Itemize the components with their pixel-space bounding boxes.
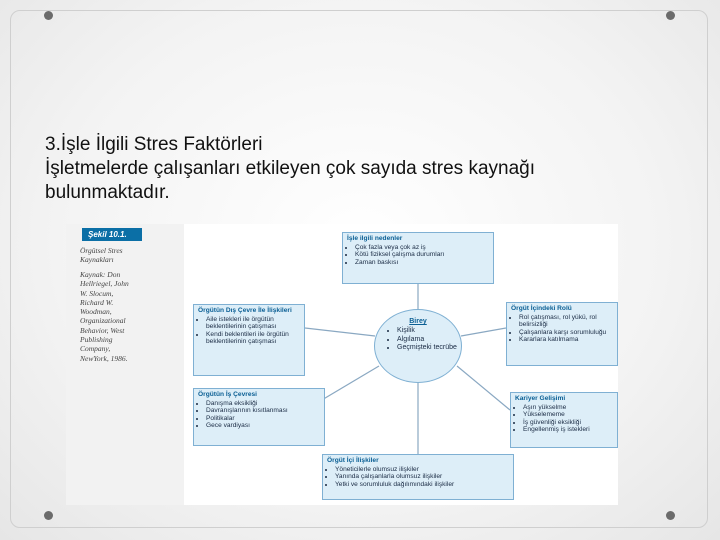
box-title: Örgüt İçindeki Rolü [511, 305, 572, 312]
box-item: • Yetki ve sorumluluk dağılımındaki ilişkiler [335, 481, 509, 489]
box-item: • İş güvenliği eksikliği [523, 419, 613, 427]
figure-title-line: Örgütsel Stres [80, 246, 123, 255]
bottom-left-dot [44, 511, 53, 520]
box-item: • Çalışanlara karşı sorumluluğu [519, 329, 613, 337]
box-title: Örgütün İş Çevresi [198, 391, 257, 398]
figure-number-badge: Şekil 10.1. [82, 228, 142, 241]
slide-text [45, 133, 685, 205]
box-item: • Yanında çalışanlarla olumsuz ilişkiler [335, 473, 509, 481]
source-line: Woodman, [80, 307, 112, 317]
box-item: • Kendi beklentileri ile örgütün beklentilerinin çatışması [206, 331, 300, 346]
source-line: W. Slocum, [80, 288, 114, 298]
source-line: Publishing [80, 335, 113, 345]
center-item: • Algılama [397, 336, 461, 344]
box-item: • Davranışlarının kısıtlanması [206, 407, 320, 415]
box-item: • Çok fazla veya çok az iş [355, 244, 489, 252]
center-title: Birey [409, 318, 427, 325]
box-internal-relations [322, 454, 514, 500]
center-item: • Geçmişteki tecrübe [397, 344, 461, 352]
box-item: • Politikalar [206, 415, 320, 423]
box-item: • Zaman baskısı [355, 259, 489, 267]
box-item: • Engellenmiş iş istekleri [523, 426, 613, 434]
box-title: Örgüt İçi İlişkiler [327, 457, 379, 464]
box-work-related-causes [342, 232, 494, 284]
box-item: • Kötü fiziksel çalışma durumları [355, 251, 489, 259]
box-item: • Kararlara katılmama [519, 336, 613, 344]
center-individual [374, 309, 462, 383]
box-item: • Yöneticilerle olumsuz ilişkiler [335, 466, 509, 474]
source-line: Behavior, West [80, 325, 125, 335]
box-item: • Aile istekleri ile örgütün beklentilerinin çatışması [206, 316, 300, 331]
box-item: • Danışma eksikliği [206, 400, 320, 408]
box-item: • Gece vardiyası [206, 422, 320, 430]
box-item: • Aşırı yükselme [523, 404, 613, 412]
box-title: Örgütün Dış Çevre İle İlişkileri [198, 307, 292, 314]
top-right-dot [666, 11, 675, 20]
source-line: Kaynak: Don [80, 270, 121, 279]
center-item: • Kişilik [397, 327, 461, 335]
box-work-environment [193, 388, 325, 446]
connector-left-upper [305, 328, 375, 336]
box-title: İşle ilgili nedenler [347, 235, 403, 242]
source-line: NewYork, 1986. [80, 353, 128, 363]
figure-title-line: Kaynakları [80, 255, 114, 264]
source-line: Richard W. [80, 297, 114, 307]
box-external-relations [193, 304, 305, 376]
slide-body-line-1: İşletmelerde çalışanları etkileyen çok sayıda stres kaynağı [45, 158, 536, 179]
source-line: Company, [80, 344, 111, 354]
top-left-dot [44, 11, 53, 20]
connector-right-lower [457, 366, 510, 410]
box-career-development [510, 392, 618, 448]
stress-sources-figure [66, 224, 618, 505]
source-line: Hellriegel, John [80, 279, 129, 289]
box-role-in-organization [506, 302, 618, 366]
box-title: Kariyer Gelişimi [515, 395, 566, 402]
box-item: • Rol çatışması, rol yükü, rol belirsizliği [519, 314, 613, 329]
bottom-right-dot [666, 511, 675, 520]
connector-right-upper [461, 328, 506, 336]
source-line: Organizational [80, 316, 126, 326]
slide-heading: 3.İşle İlgili Stres Faktörleri [45, 134, 263, 155]
slide-body-line-2: bulunmaktadır. [45, 182, 170, 203]
box-item: • Yükselememe [523, 411, 613, 419]
